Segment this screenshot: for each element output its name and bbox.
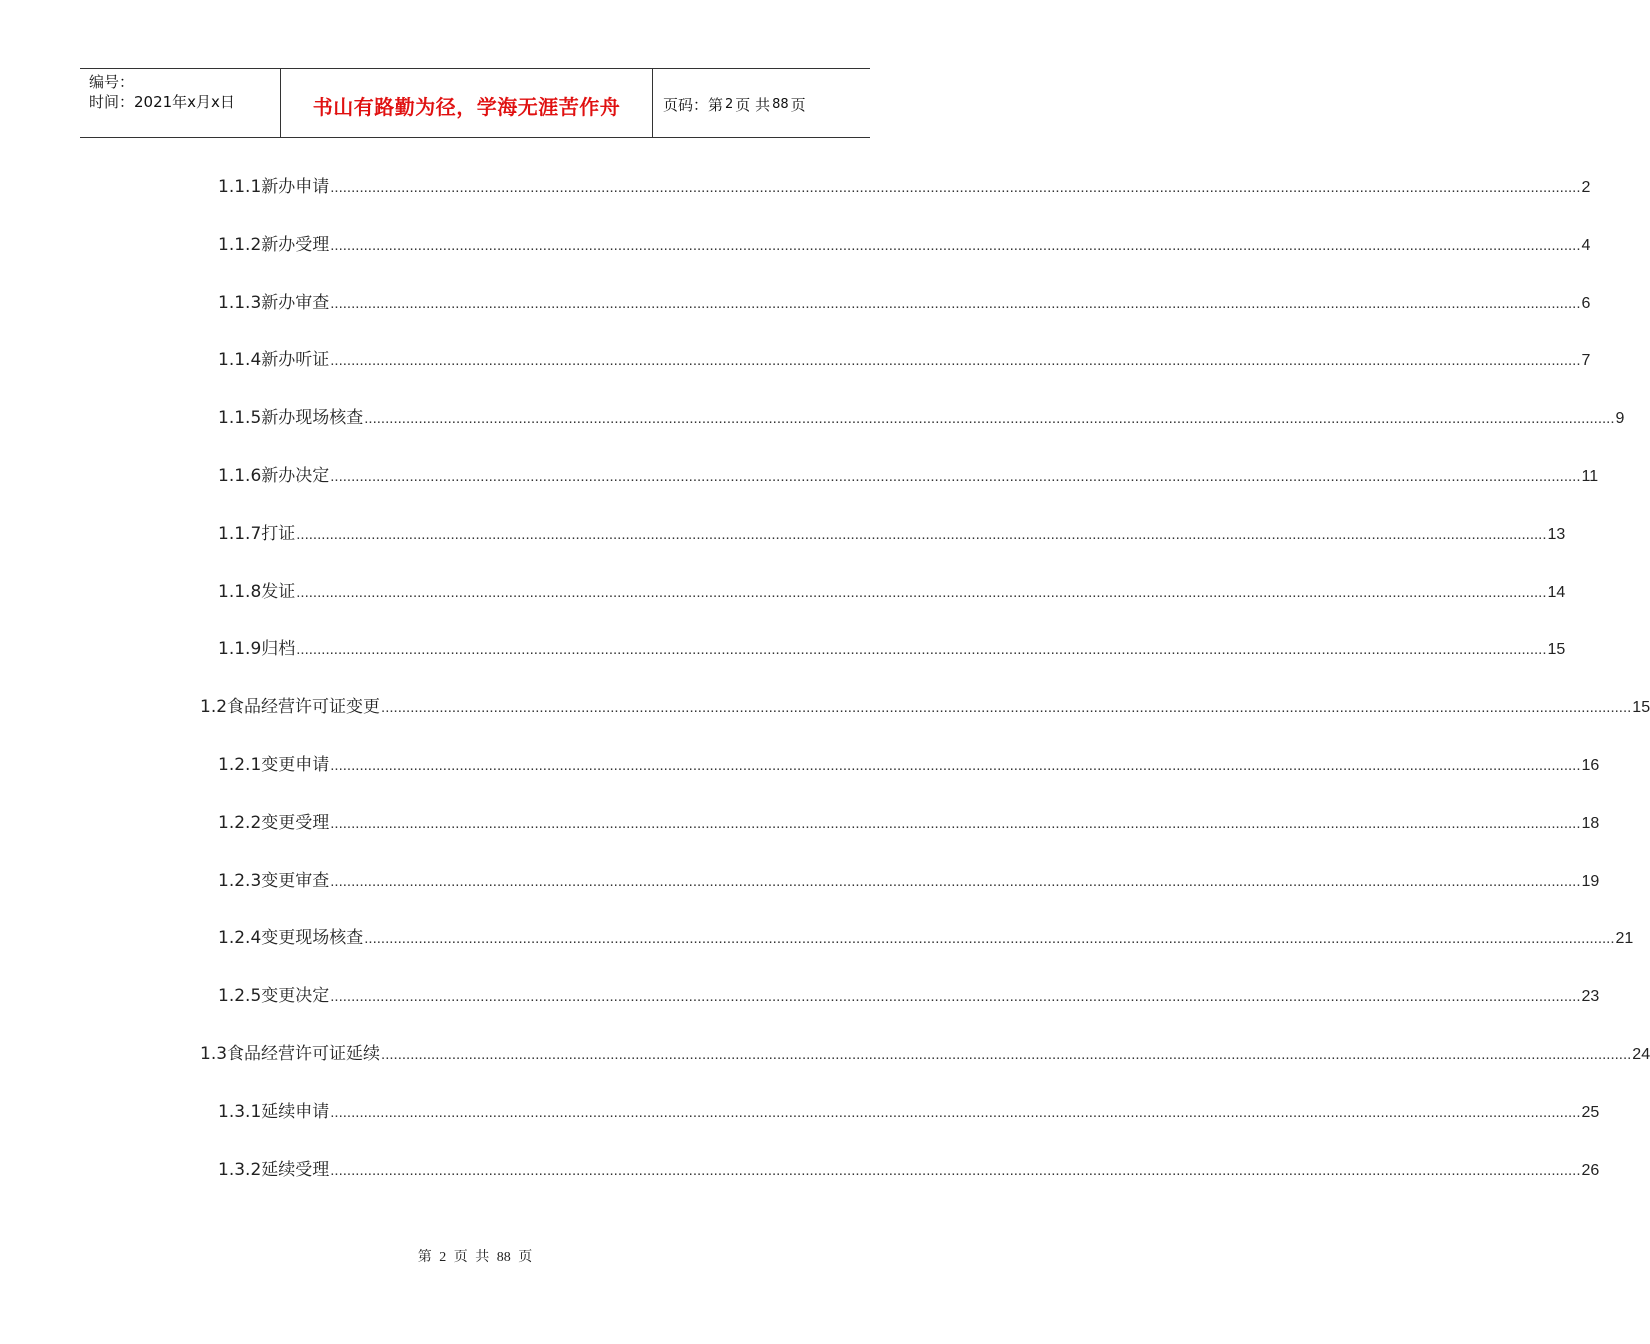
toc-entry-page: 23 — [1581, 988, 1600, 1005]
toc-entry-number: 1.3 — [200, 1044, 228, 1064]
toc-entry-label: 新办决定 — [261, 466, 330, 486]
toc-entry-label: 食品经营许可证延续 — [227, 1044, 381, 1064]
toc-entry-number: 1.2 — [200, 697, 228, 717]
toc-entry[interactable] — [218, 345, 1591, 370]
toc-entry-label: 变更受理 — [261, 813, 330, 833]
toc-entry-label: 延续申请 — [261, 1102, 330, 1122]
toc-entry-page: 16 — [1581, 757, 1600, 774]
toc-entry[interactable] — [218, 1155, 1600, 1180]
toc-entry-number: 1.2.1 — [218, 755, 262, 775]
toc-entry-number: 1.1.3 — [218, 293, 262, 313]
toc-dot-leader: ............................................................................................................................................................................................................................................................................................................ — [330, 468, 1581, 485]
toc-dot-leader: ............................................................................................................................................................................................................................................................................................................ — [330, 295, 1581, 312]
toc-entry-page: 18 — [1581, 815, 1600, 832]
toc-entry-label: 打证 — [261, 524, 296, 544]
toc-entry-number: 1.1.1 — [218, 177, 262, 197]
toc-entry-label: 变更现场核查 — [261, 928, 364, 948]
toc-entry-label: 新办现场核查 — [261, 408, 364, 428]
toc-entry-page: 25 — [1581, 1104, 1600, 1121]
toc-entry[interactable] — [218, 981, 1600, 1006]
toc-entry-label: 食品经营许可证变更 — [227, 697, 381, 717]
toc-entry-label: 归档 — [261, 639, 296, 659]
page-total: 88 — [772, 96, 789, 112]
toc-entry-number: 1.2.3 — [218, 871, 262, 891]
toc-entry-page: 14 — [1547, 584, 1566, 601]
toc-entry-number: 1.1.2 — [218, 235, 262, 255]
toc-entry[interactable] — [218, 577, 1566, 602]
toc-entry-number: 1.2.2 — [218, 813, 262, 833]
toc-entry-page: 2 — [1581, 179, 1591, 196]
toc-entry-page: 7 — [1581, 352, 1591, 369]
toc-entry-label: 延续受理 — [261, 1160, 330, 1180]
toc-entry-page: 13 — [1547, 526, 1566, 543]
toc-entry-number: 1.1.4 — [218, 350, 262, 370]
toc-entry[interactable] — [218, 288, 1591, 313]
toc-entry[interactable] — [218, 230, 1591, 255]
toc-entry[interactable] — [200, 1039, 1650, 1064]
page-prefix: 页码：第 — [663, 95, 724, 114]
toc-dot-leader: ............................................................................................................................................................................................................................................................................................................ — [364, 410, 1615, 427]
toc-entry[interactable] — [218, 866, 1600, 891]
toc-entry[interactable] — [218, 519, 1566, 544]
toc-entry-page: 11 — [1581, 468, 1599, 485]
toc-entry-number: 1.1.5 — [218, 408, 262, 428]
toc-dot-leader: ............................................................................................................................................................................................................................................................................................................ — [364, 930, 1615, 947]
toc-dot-leader: ............................................................................................................................................................................................................................................................................................................ — [296, 526, 1547, 543]
page-suffix: 页 — [790, 95, 806, 114]
toc-entry-page: 15 — [1547, 641, 1566, 658]
page-footer: 第 2 页 共 88 页 — [417, 1250, 533, 1265]
toc-entry-page: 6 — [1581, 295, 1591, 312]
page-current: 2 — [725, 96, 734, 112]
toc-dot-leader: ............................................................................................................................................................................................................................................................................................................ — [330, 1104, 1581, 1121]
toc-entry-page: 24 — [1632, 1046, 1650, 1063]
toc-entry-page: 21 — [1615, 930, 1634, 947]
toc-dot-leader: ............................................................................................................................................................................................................................................................................................................ — [330, 815, 1581, 832]
toc-dot-leader: ............................................................................................................................................................................................................................................................................................................ — [330, 237, 1581, 254]
toc-entry-number: 1.1.6 — [218, 466, 262, 486]
toc-dot-leader: ............................................................................................................................................................................................................................................................................................................ — [296, 641, 1547, 658]
toc-entry-number: 1.2.4 — [218, 928, 262, 948]
toc-entry-label: 新办听证 — [261, 350, 330, 370]
page-header — [80, 68, 870, 138]
toc-entry[interactable] — [218, 923, 1634, 948]
toc-entry[interactable] — [218, 461, 1599, 486]
toc-entry[interactable] — [218, 634, 1566, 659]
toc-entry-label: 变更申请 — [261, 755, 330, 775]
toc-entry[interactable] — [218, 172, 1591, 197]
toc-dot-leader: ............................................................................................................................................................................................................................................................................................................ — [330, 757, 1581, 774]
toc-entry-page: 4 — [1581, 237, 1591, 254]
header-page-info — [653, 69, 870, 137]
header-motto: 书山有路勤为径，学海无涯苦作舟 — [281, 69, 653, 137]
toc-dot-leader: ............................................................................................................................................................................................................................................................................................................ — [330, 1162, 1581, 1179]
toc-entry-label: 变更决定 — [261, 986, 330, 1006]
header-meta — [80, 69, 281, 137]
toc-dot-leader: ............................................................................................................................................................................................................................................................................................................ — [381, 1046, 1632, 1063]
toc-entry-page: 26 — [1581, 1162, 1600, 1179]
toc-entry-label: 新办受理 — [261, 235, 330, 255]
toc-dot-leader: ............................................................................................................................................................................................................................................................................................................ — [330, 988, 1581, 1005]
toc-entry-page: 15 — [1632, 699, 1650, 716]
toc-entry-label: 发证 — [261, 582, 296, 602]
toc-entry-number: 1.2.5 — [218, 986, 262, 1006]
toc-entry-number: 1.1.9 — [218, 639, 262, 659]
toc-entry[interactable] — [218, 1097, 1600, 1122]
toc-entry-label: 新办申请 — [261, 177, 330, 197]
toc-entry-number: 1.1.8 — [218, 582, 262, 602]
toc-entry-page: 9 — [1615, 410, 1625, 427]
toc-entry-label: 新办审查 — [261, 293, 330, 313]
toc-entry-number: 1.1.7 — [218, 524, 262, 544]
toc-dot-leader: ............................................................................................................................................................................................................................................................................................................ — [330, 179, 1581, 196]
page-mid: 页 共 — [735, 95, 771, 114]
toc-dot-leader: ............................................................................................................................................................................................................................................................................................................ — [330, 873, 1581, 890]
toc-dot-leader: ............................................................................................................................................................................................................................................................................................................ — [381, 699, 1632, 716]
toc-entry[interactable] — [218, 808, 1600, 833]
toc-entry-page: 19 — [1581, 873, 1600, 890]
toc-entry-number: 1.3.2 — [218, 1160, 262, 1180]
toc-entry-label: 变更审查 — [261, 871, 330, 891]
toc-entry[interactable] — [200, 692, 1650, 717]
toc-entry-number: 1.3.1 — [218, 1102, 262, 1122]
toc-entry[interactable] — [218, 750, 1600, 775]
toc-entry[interactable] — [218, 403, 1625, 428]
toc-dot-leader: ............................................................................................................................................................................................................................................................................................................ — [330, 352, 1581, 369]
date-label: 时间：2021年x月x日 — [89, 93, 235, 111]
toc-dot-leader: ............................................................................................................................................................................................................................................................................................................ — [296, 584, 1547, 601]
serial-label: 编号： — [89, 73, 135, 91]
